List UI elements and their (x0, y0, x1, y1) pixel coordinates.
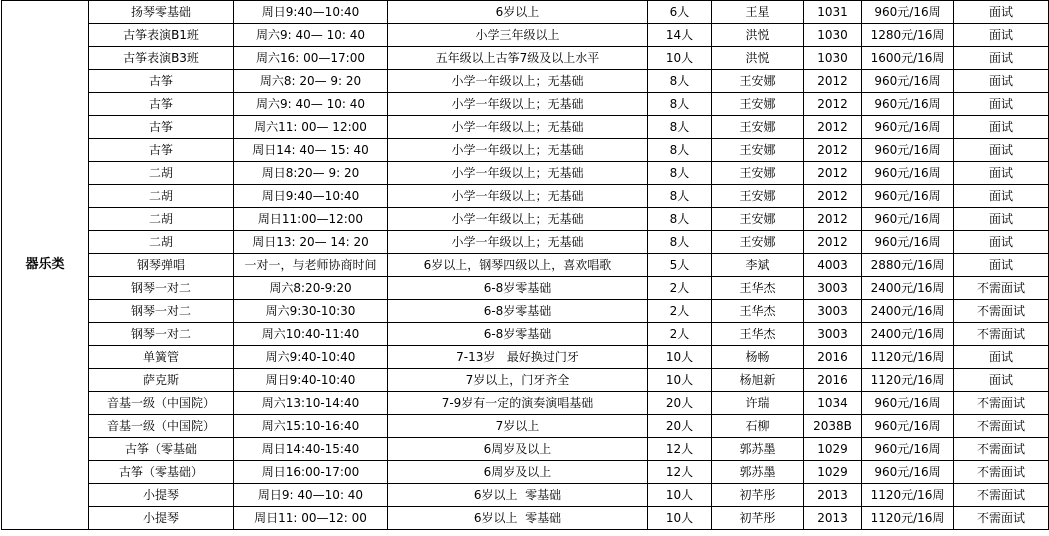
course-name-cell: 古筝 (89, 93, 234, 116)
teacher-cell: 杨旭新 (712, 369, 804, 392)
class-time-cell: 周六8:20-9:20 (234, 277, 388, 300)
audition-cell: 面试 (954, 231, 1049, 254)
course-name-cell: 二胡 (89, 231, 234, 254)
class-time-cell: 周日9: 40—10: 40 (234, 484, 388, 507)
table-row (2, 346, 1049, 369)
teacher-cell: 王安娜 (712, 116, 804, 139)
requirement-cell: 7-13岁 最好换过门牙 (388, 346, 648, 369)
requirement-cell: 6岁以上 零基础 (388, 507, 648, 530)
audition-cell: 面试 (954, 208, 1049, 231)
requirement-cell: 7岁以上，门牙齐全 (388, 369, 648, 392)
teacher-cell: 王华杰 (712, 323, 804, 346)
fee-cell: 1600元/16周 (862, 47, 954, 70)
teacher-cell: 许瑞 (712, 392, 804, 415)
requirement-cell: 小学一年级以上；无基础 (388, 70, 648, 93)
capacity-cell: 8人 (648, 70, 712, 93)
teacher-cell: 郭苏墨 (712, 461, 804, 484)
requirement-cell: 7岁以上 (388, 415, 648, 438)
capacity-cell: 8人 (648, 162, 712, 185)
fee-cell: 2400元/16周 (862, 323, 954, 346)
class-time-cell: 周六16: 00—17:00 (234, 47, 388, 70)
course-name-cell: 钢琴弹唱 (89, 254, 234, 277)
teacher-cell: 王星 (712, 1, 804, 24)
table-row (2, 507, 1049, 530)
table-row (2, 208, 1049, 231)
teacher-cell: 杨畅 (712, 346, 804, 369)
class-time-cell: 周六13:10-14:40 (234, 392, 388, 415)
table-row (2, 70, 1049, 93)
requirement-cell: 小学一年级以上；无基础 (388, 93, 648, 116)
requirement-cell: 6岁以上 (388, 1, 648, 24)
class-time-cell: 一对一，与老师协商时间 (234, 254, 388, 277)
room-cell: 1029 (804, 438, 862, 461)
room-cell: 4003 (804, 254, 862, 277)
requirement-cell: 小学一年级以上；无基础 (388, 231, 648, 254)
capacity-cell: 10人 (648, 484, 712, 507)
course-name-cell: 小提琴 (89, 507, 234, 530)
course-name-cell: 二胡 (89, 162, 234, 185)
table-row (2, 438, 1049, 461)
course-name-cell: 古筝 (89, 70, 234, 93)
class-time-cell: 周六9: 40— 10: 40 (234, 24, 388, 47)
room-cell: 3003 (804, 300, 862, 323)
room-cell: 3003 (804, 277, 862, 300)
teacher-cell: 王华杰 (712, 300, 804, 323)
table-row (2, 162, 1049, 185)
class-time-cell: 周日14:40-15:40 (234, 438, 388, 461)
requirement-cell: 6岁以上 零基础 (388, 484, 648, 507)
teacher-cell: 洪悦 (712, 24, 804, 47)
course-name-cell: 古筝（零基础 (89, 438, 234, 461)
table-row (2, 139, 1049, 162)
fee-cell: 1120元/16周 (862, 369, 954, 392)
room-cell: 2013 (804, 484, 862, 507)
audition-cell: 不需面试 (954, 392, 1049, 415)
course-name-cell: 古筝表演B3班 (89, 47, 234, 70)
table-row (2, 231, 1049, 254)
course-name-cell: 钢琴一对二 (89, 300, 234, 323)
teacher-cell: 王安娜 (712, 70, 804, 93)
class-time-cell: 周六9: 40— 10: 40 (234, 93, 388, 116)
requirement-cell: 6-8岁零基础 (388, 277, 648, 300)
course-schedule-table (1, 0, 1049, 530)
capacity-cell: 8人 (648, 93, 712, 116)
teacher-cell: 王安娜 (712, 208, 804, 231)
fee-cell: 1280元/16周 (862, 24, 954, 47)
room-cell: 2012 (804, 70, 862, 93)
audition-cell: 不需面试 (954, 438, 1049, 461)
audition-cell: 面试 (954, 346, 1049, 369)
teacher-cell: 王安娜 (712, 162, 804, 185)
requirement-cell: 6岁以上，钢琴四级以上，喜欢唱歌 (388, 254, 648, 277)
fee-cell: 960元/16周 (862, 461, 954, 484)
table-row (2, 1, 1049, 24)
capacity-cell: 2人 (648, 323, 712, 346)
table-row (2, 323, 1049, 346)
teacher-cell: 王安娜 (712, 93, 804, 116)
requirement-cell: 小学三年级以上 (388, 24, 648, 47)
course-name-cell: 二胡 (89, 208, 234, 231)
table-row (2, 185, 1049, 208)
class-time-cell: 周日13: 20— 14: 20 (234, 231, 388, 254)
requirement-cell: 6-8岁零基础 (388, 323, 648, 346)
audition-cell: 面试 (954, 116, 1049, 139)
fee-cell: 960元/16周 (862, 438, 954, 461)
requirement-cell: 6-8岁零基础 (388, 300, 648, 323)
class-time-cell: 周日8:20— 9: 20 (234, 162, 388, 185)
capacity-cell: 8人 (648, 185, 712, 208)
capacity-cell: 10人 (648, 47, 712, 70)
fee-cell: 1120元/16周 (862, 507, 954, 530)
capacity-cell: 14人 (648, 24, 712, 47)
class-time-cell: 周日11:00—12:00 (234, 208, 388, 231)
teacher-cell: 郭苏墨 (712, 438, 804, 461)
requirement-cell: 小学一年级以上；无基础 (388, 208, 648, 231)
room-cell: 2012 (804, 231, 862, 254)
room-cell: 1034 (804, 392, 862, 415)
class-time-cell: 周六9:40-10:40 (234, 346, 388, 369)
course-name-cell: 古筝表演B1班 (89, 24, 234, 47)
audition-cell: 不需面试 (954, 300, 1049, 323)
capacity-cell: 2人 (648, 277, 712, 300)
class-time-cell: 周日14: 40— 15: 40 (234, 139, 388, 162)
table-row (2, 369, 1049, 392)
class-time-cell: 周六11: 00— 12:00 (234, 116, 388, 139)
course-name-cell: 二胡 (89, 185, 234, 208)
table-body (2, 1, 1049, 530)
room-cell: 1029 (804, 461, 862, 484)
course-name-cell: 小提琴 (89, 484, 234, 507)
course-name-cell: 钢琴一对二 (89, 277, 234, 300)
course-name-cell: 古筝 (89, 116, 234, 139)
audition-cell: 不需面试 (954, 323, 1049, 346)
capacity-cell: 12人 (648, 461, 712, 484)
table-row (2, 461, 1049, 484)
room-cell: 1030 (804, 24, 862, 47)
room-cell: 2013 (804, 507, 862, 530)
capacity-cell: 10人 (648, 346, 712, 369)
audition-cell: 面试 (954, 185, 1049, 208)
fee-cell: 960元/16周 (862, 392, 954, 415)
class-time-cell: 周六10:40-11:40 (234, 323, 388, 346)
room-cell: 2012 (804, 93, 862, 116)
fee-cell: 1120元/16周 (862, 346, 954, 369)
table-row (2, 93, 1049, 116)
requirement-cell: 五年级以上古筝7级及以上水平 (388, 47, 648, 70)
capacity-cell: 6人 (648, 1, 712, 24)
requirement-cell: 7-9岁有一定的演奏演唱基础 (388, 392, 648, 415)
table-row (2, 116, 1049, 139)
audition-cell: 面试 (954, 24, 1049, 47)
class-time-cell: 周六9:30-10:30 (234, 300, 388, 323)
room-cell: 2012 (804, 139, 862, 162)
course-name-cell: 单簧管 (89, 346, 234, 369)
capacity-cell: 8人 (648, 208, 712, 231)
fee-cell: 960元/16周 (862, 231, 954, 254)
fee-cell: 2400元/16周 (862, 277, 954, 300)
audition-cell: 不需面试 (954, 484, 1049, 507)
capacity-cell: 2人 (648, 300, 712, 323)
audition-cell: 面试 (954, 47, 1049, 70)
course-name-cell: 音基一级（中国院） (89, 415, 234, 438)
capacity-cell: 10人 (648, 507, 712, 530)
fee-cell: 2400元/16周 (862, 300, 954, 323)
teacher-cell: 初芊彤 (712, 484, 804, 507)
table-row (2, 24, 1049, 47)
audition-cell: 面试 (954, 93, 1049, 116)
audition-cell: 面试 (954, 70, 1049, 93)
room-cell: 2012 (804, 116, 862, 139)
teacher-cell: 石柳 (712, 415, 804, 438)
course-name-cell: 古筝 (89, 139, 234, 162)
teacher-cell: 李斌 (712, 254, 804, 277)
room-cell: 2012 (804, 185, 862, 208)
requirement-cell: 小学一年级以上；无基础 (388, 162, 648, 185)
fee-cell: 960元/16周 (862, 208, 954, 231)
fee-cell: 960元/16周 (862, 70, 954, 93)
requirement-cell: 小学一年级以上；无基础 (388, 116, 648, 139)
course-name-cell: 萨克斯 (89, 369, 234, 392)
audition-cell: 面试 (954, 369, 1049, 392)
category-cell: 器乐类 (2, 1, 89, 530)
audition-cell: 面试 (954, 162, 1049, 185)
class-time-cell: 周日9:40-10:40 (234, 369, 388, 392)
audition-cell: 面试 (954, 254, 1049, 277)
teacher-cell: 洪悦 (712, 47, 804, 70)
teacher-cell: 王安娜 (712, 139, 804, 162)
teacher-cell: 王安娜 (712, 231, 804, 254)
room-cell: 2012 (804, 208, 862, 231)
room-cell: 1030 (804, 47, 862, 70)
table-row (2, 415, 1049, 438)
requirement-cell: 小学一年级以上；无基础 (388, 139, 648, 162)
fee-cell: 960元/16周 (862, 116, 954, 139)
capacity-cell: 8人 (648, 116, 712, 139)
fee-cell: 1120元/16周 (862, 484, 954, 507)
capacity-cell: 20人 (648, 392, 712, 415)
capacity-cell: 8人 (648, 139, 712, 162)
table-row (2, 484, 1049, 507)
fee-cell: 960元/16周 (862, 162, 954, 185)
course-name-cell: 扬琴零基础 (89, 1, 234, 24)
capacity-cell: 10人 (648, 369, 712, 392)
table-row (2, 392, 1049, 415)
fee-cell: 960元/16周 (862, 93, 954, 116)
course-name-cell: 古筝（零基础） (89, 461, 234, 484)
course-name-cell: 钢琴一对二 (89, 323, 234, 346)
table-row (2, 47, 1049, 70)
requirement-cell: 6周岁及以上 (388, 438, 648, 461)
room-cell: 3003 (804, 323, 862, 346)
class-time-cell: 周日11: 00—12: 00 (234, 507, 388, 530)
room-cell: 2012 (804, 162, 862, 185)
capacity-cell: 12人 (648, 438, 712, 461)
class-time-cell: 周日9:40—10:40 (234, 185, 388, 208)
audition-cell: 不需面试 (954, 415, 1049, 438)
teacher-cell: 王华杰 (712, 277, 804, 300)
audition-cell: 不需面试 (954, 461, 1049, 484)
table-row (2, 300, 1049, 323)
fee-cell: 960元/16周 (862, 415, 954, 438)
audition-cell: 不需面试 (954, 277, 1049, 300)
room-cell: 2016 (804, 369, 862, 392)
table-row (2, 254, 1049, 277)
fee-cell: 960元/16周 (862, 185, 954, 208)
audition-cell: 面试 (954, 1, 1049, 24)
requirement-cell: 小学一年级以上；无基础 (388, 185, 648, 208)
fee-cell: 960元/16周 (862, 1, 954, 24)
class-time-cell: 周日9:40—10:40 (234, 1, 388, 24)
teacher-cell: 初芊彤 (712, 507, 804, 530)
class-time-cell: 周日16:00-17:00 (234, 461, 388, 484)
fee-cell: 960元/16周 (862, 139, 954, 162)
room-cell: 2016 (804, 346, 862, 369)
class-time-cell: 周六8: 20— 9: 20 (234, 70, 388, 93)
audition-cell: 面试 (954, 139, 1049, 162)
requirement-cell: 6周岁及以上 (388, 461, 648, 484)
capacity-cell: 5人 (648, 254, 712, 277)
course-name-cell: 音基一级（中国院） (89, 392, 234, 415)
room-cell: 1031 (804, 1, 862, 24)
class-time-cell: 周六15:10-16:40 (234, 415, 388, 438)
table-row (2, 277, 1049, 300)
capacity-cell: 20人 (648, 415, 712, 438)
room-cell: 2038B (804, 415, 862, 438)
teacher-cell: 王安娜 (712, 185, 804, 208)
fee-cell: 2880元/16周 (862, 254, 954, 277)
capacity-cell: 8人 (648, 231, 712, 254)
audition-cell: 不需面试 (954, 507, 1049, 530)
